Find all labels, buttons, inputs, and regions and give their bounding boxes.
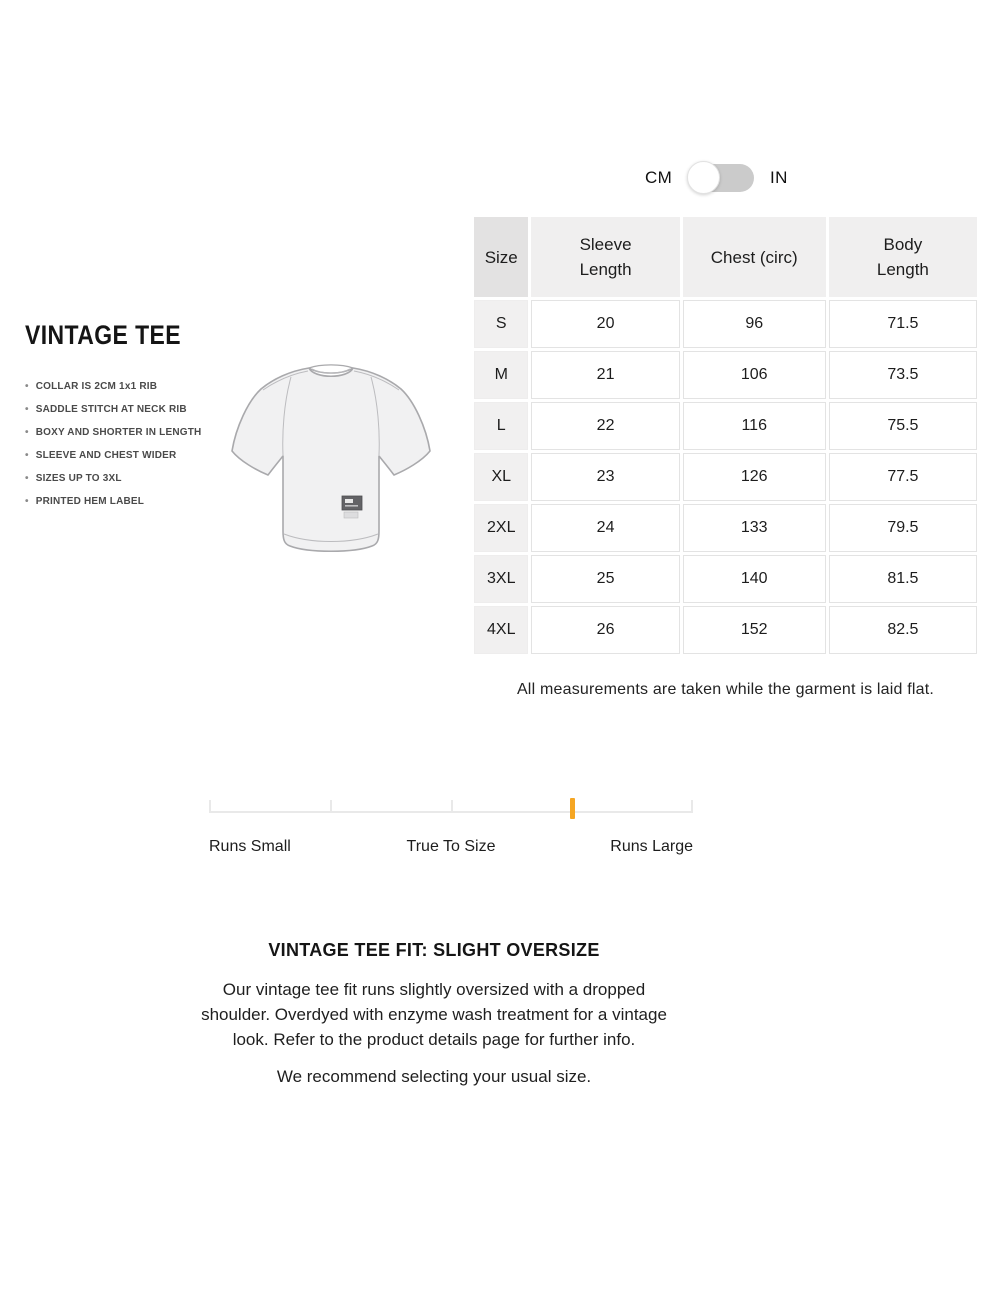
body-cell: 81.5 (829, 555, 977, 603)
sleeve-cell: 20 (531, 300, 679, 348)
sleeve-cell: 24 (531, 504, 679, 552)
body-cell: 75.5 (829, 402, 977, 450)
size-cell: M (474, 351, 528, 399)
feature-item (25, 450, 225, 462)
size-table-header-row (474, 217, 977, 297)
size-cell: S (474, 300, 528, 348)
feature-item (25, 381, 225, 393)
size-cell: L (474, 402, 528, 450)
sleeve-cell: 23 (531, 453, 679, 501)
body-cell: 82.5 (829, 606, 977, 654)
feature-item (25, 473, 225, 485)
col-header-chest: Chest (circ) (683, 217, 826, 297)
feature-item (25, 496, 225, 508)
col-header-body-length: Body Length (829, 217, 977, 297)
product-info (25, 320, 225, 519)
body-cell: 73.5 (829, 351, 977, 399)
chest-cell: 140 (683, 555, 826, 603)
bullet-icon: • (25, 404, 29, 415)
size-cell: 4XL (474, 606, 528, 654)
in-label: IN (770, 168, 788, 187)
fit-info-section (196, 940, 672, 1089)
body-cell: 71.5 (829, 300, 977, 348)
body-cell: 77.5 (829, 453, 977, 501)
runs-small-label: Runs Small (209, 838, 291, 855)
bullet-icon: • (25, 450, 29, 461)
sleeve-cell: 22 (531, 402, 679, 450)
bullet-icon: • (25, 381, 29, 392)
true-to-size-label: True To Size (406, 838, 496, 855)
fit-heading: VINTAGE TEE FIT: SLIGHT OVERSIZE (268, 940, 600, 960)
table-row (474, 300, 977, 348)
runs-large-label: Runs Large (610, 838, 693, 855)
unit-toggle (645, 164, 788, 192)
chest-cell: 116 (683, 402, 826, 450)
fit-scale-tick (330, 800, 332, 813)
sleeve-cell: 25 (531, 555, 679, 603)
size-cell: 3XL (474, 555, 528, 603)
bullet-icon: • (25, 473, 29, 484)
body-cell: 79.5 (829, 504, 977, 552)
table-row (474, 402, 977, 450)
tshirt-illustration (224, 350, 442, 565)
fit-description: Our vintage tee fit runs slightly oversized with a dropped shoulder. Overdyed with enzyme wash treatment for a vintage look. Refer to the product details page for further info. (201, 980, 667, 1049)
feature-item (25, 404, 225, 416)
chest-cell: 96 (683, 300, 826, 348)
feature-list (25, 381, 225, 508)
chest-cell: 152 (683, 606, 826, 654)
bullet-icon: • (25, 496, 29, 507)
fit-scale (209, 798, 693, 864)
col-header-sleeve-length: Sleeve Length (531, 217, 679, 297)
product-title: VINTAGE TEE (25, 320, 182, 350)
sleeve-cell: 26 (531, 606, 679, 654)
table-row (474, 504, 977, 552)
fit-scale-tick (451, 800, 453, 813)
unit-toggle-knob[interactable] (687, 161, 720, 194)
chest-cell: 126 (683, 453, 826, 501)
sleeve-cell: 21 (531, 351, 679, 399)
table-row (474, 606, 977, 654)
size-cell: XL (474, 453, 528, 501)
feature-text: SADDLE STITCH AT NECK RIB (35, 404, 187, 415)
table-row (474, 351, 977, 399)
feature-text: PRINTED HEM LABEL (35, 496, 145, 507)
feature-text: BOXY AND SHORTER IN LENGTH (35, 427, 202, 438)
col-header-size: Size (474, 217, 528, 297)
fit-marker (570, 798, 575, 819)
size-table (471, 214, 980, 657)
feature-text: SIZES UP TO 3XL (35, 473, 122, 484)
feature-text: COLLAR IS 2CM 1x1 RIB (35, 381, 158, 392)
chest-cell: 133 (683, 504, 826, 552)
fit-scale-tick (209, 800, 211, 813)
chest-cell: 106 (683, 351, 826, 399)
size-cell: 2XL (474, 504, 528, 552)
fit-scale-tick (691, 800, 693, 813)
size-table-section (471, 214, 980, 699)
feature-item (25, 427, 225, 439)
feature-text: SLEEVE AND CHEST WIDER (35, 450, 177, 461)
fit-recommendation: We recommend selecting your usual size. (276, 1067, 592, 1086)
table-row (474, 555, 977, 603)
table-row (474, 453, 977, 501)
unit-toggle-switch[interactable] (688, 164, 754, 192)
cm-label: CM (645, 168, 673, 187)
measurement-footnote: All measurements are taken while the garment is laid flat. (516, 681, 935, 698)
bullet-icon: • (25, 427, 29, 438)
